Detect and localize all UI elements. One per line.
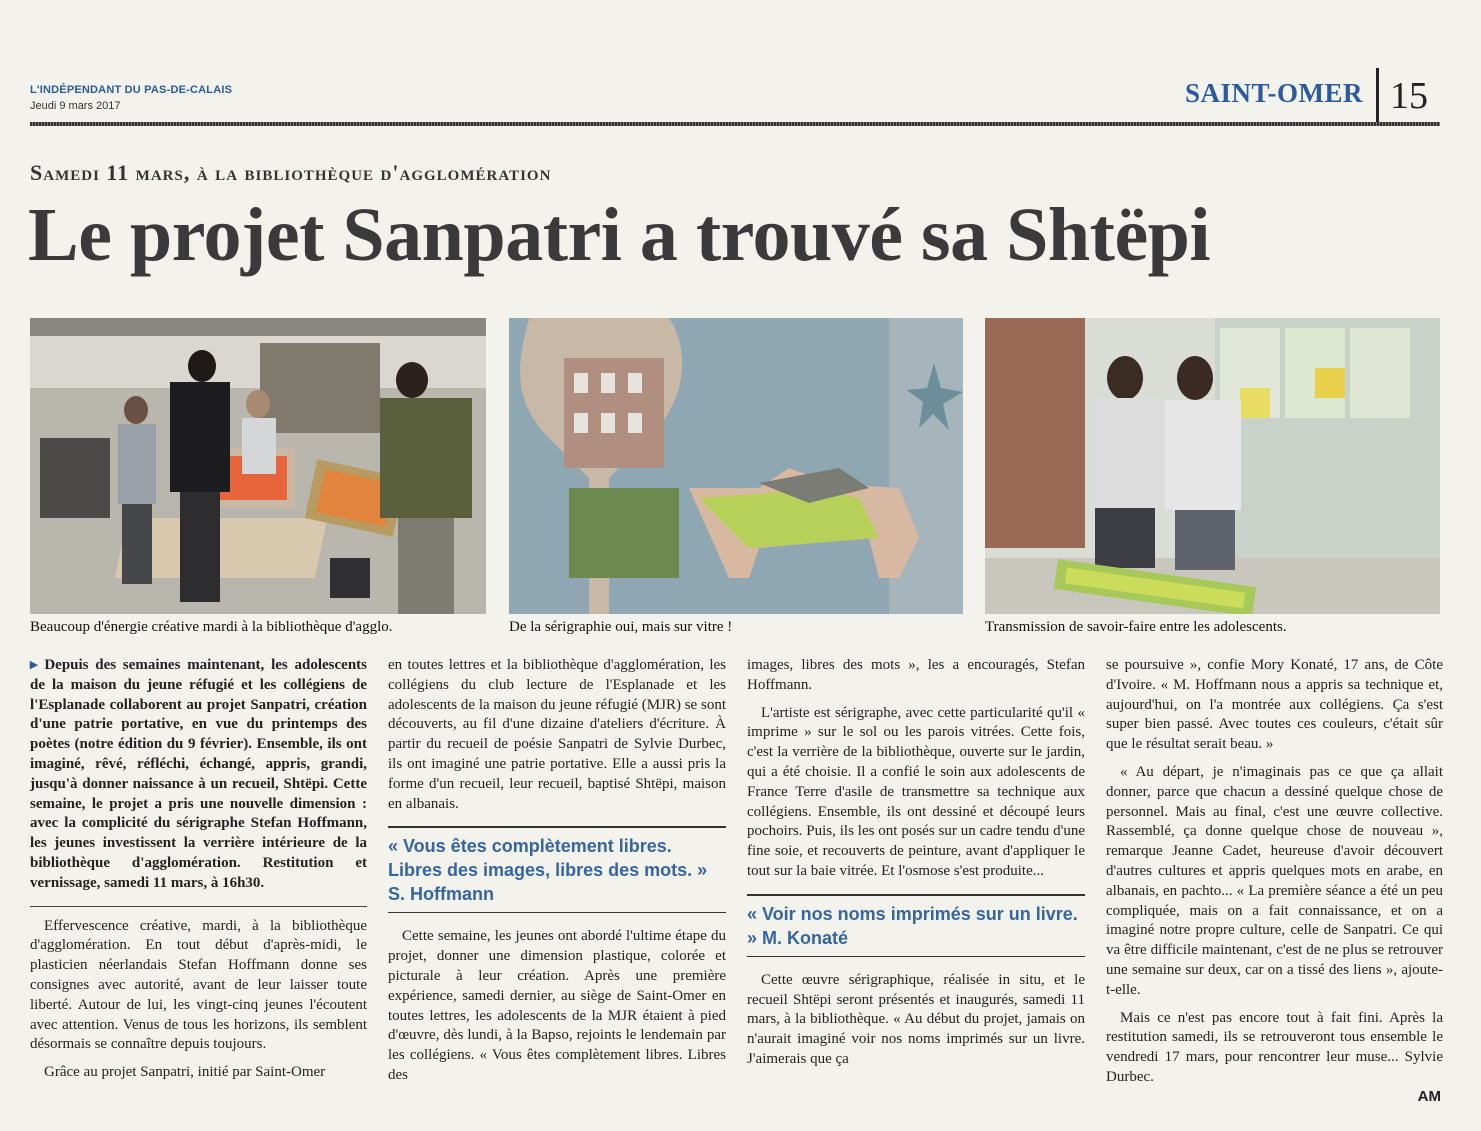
paragraph: L'artiste est sérigraphe, avec cette particularité qu'il « imprime » sur le sol ou les parois vitrées. Cette fois, c'est la verrière de la bibliothèque, ouverte sur le jardin, qui a été choisie. Il a confié le soin aux adolescents de France Terre d'asile de transmettre sa technique aux collégiens. Ensemble, ils ont dessiné et découpé leurs pochoirs. Puis, ils les ont posés sur un cadre tendu d'une fine soie, et recouverts de peinture, avant d'appliquer le tout sur la baie vitrée. Et l'osmose s'est produite...	[747, 704, 1085, 879]
issue-date: Jeudi 9 mars 2017	[30, 100, 121, 112]
article-column-2	[388, 656, 726, 1094]
author-signature: AM	[1417, 1088, 1441, 1105]
newspaper-name: L'INDÉPENDANT DU PAS-DE-CALAIS	[30, 84, 233, 96]
article-column-1	[30, 656, 367, 1091]
paragraph: Grâce au projet Sanpatri, initié par Saint-Omer	[44, 1064, 326, 1081]
article-column-3	[747, 656, 1085, 1078]
paragraph: « Au départ, je n'imaginais pas ce que ça allait donner, parce que chacun a dessiné quelque chose de personnel. Mais au final, c'est une œuvre collective. Rassemblé, ça donne quelque chose de nouveau », remarque Jeanne Cadet, heureuse d'avoir découvert d'autres cultures et appris quelques mots en arabe, en albanais, en pachto... « La première séance a été un peu compliquée, mais on a fait connaissance, et on a imaginé notre propre culture, celle de Sanpatri. Ce qui va être difficile maintenant, c'est de ne plus se retrouver une semaine sur deux, car on a tissé des liens », ajoute-t-elle.	[1106, 763, 1443, 998]
paragraph: Cette œuvre sérigraphique, réalisée in situ, et le recueil Shtëpi seront présentés et inaugurés, samedi 11 mars, à la bibliothèque. « Au début du projet, jamais on n'aurait imaginé voir nos noms imprimés sur un livre. J'aimerais que ça	[747, 971, 1085, 1067]
article-lede	[30, 656, 367, 894]
article-kicker: Samedi 11 mars, à la bibliothèque d'agglomération	[30, 160, 552, 185]
photo-teens-printing	[985, 318, 1440, 614]
photo-window-art	[509, 318, 963, 614]
lede-divider	[30, 906, 367, 907]
paragraph: images, libres des mots », les a encouragés, Stefan Hoffmann.	[747, 657, 1085, 693]
photo-workshop	[30, 318, 486, 614]
photo-caption: Beaucoup d'énergie créative mardi à la bibliothèque d'agglo.	[30, 619, 393, 635]
page-number: 15	[1390, 75, 1428, 117]
pull-quote: « Voir nos noms imprimés sur un livre. » M. Konaté	[747, 894, 1085, 957]
paragraph: Effervescence créative, mardi, à la bibliothèque d'agglomération. En tout début d'après-midi, le plasticien néerlandais Stefan Hoffmann donne ses consignes avec autorité, avant de leur laisser toute liberté. Autour de lui, les vingt-cinq jeunes l'écoutent avec attention. Venus de tous les horizons, ils semblent désormais se connaître depuis toujours.	[30, 917, 367, 1053]
masthead-left	[30, 84, 232, 112]
paragraph: en toutes lettres et la bibliothèque d'agglomération, les collégiens du club lecture de l'Esplanade et les adolescents de la maison du jeune réfugié (MJR) se sont découverts, au fil d'une dizaine d'ateliers d'écriture. À partir du recueil de poésie Sanpatri de Sylvie Durbec, ils ont imaginé une patrie portative. Elle a aussi pris la forme d'un recueil, leur recueil, baptisé Shtëpi, maison en albanais.	[388, 657, 726, 812]
bullet-marker-icon: ▸	[30, 657, 38, 673]
masthead-rule	[30, 122, 1440, 126]
paragraph: se poursuive », confie Mory Konaté, 17 ans, de Côte d'Ivoire. « M. Hoffmann nous a appris sa technique et, aujourd'hui, on l'a montrée aux collégiens. Ça s'est super bien passé. Avec toutes ces couleurs, c'était sûr que le résultat serait beau. »	[1106, 657, 1443, 753]
article-column-4	[1106, 656, 1443, 1096]
paragraph: Mais ce n'est pas encore tout à fait fini. Après la restitution samedi, ils se retrouveront tous ensemble le vendredi 17 mars, pour rencontrer leur muse... Sylvie Durbec.	[1106, 1009, 1443, 1085]
paragraph: Cette semaine, les jeunes ont abordé l'ultime étape du projet, donner une dimension plastique, colorée et picturale à leur création. Après une première expérience, samedi dernier, au siège de Saint-Omer en toutes lettres, les adolescents de la MJR étaient à pied d'œuvre, dès lundi, à la Bapso, rejoints le lendemain par les collégiens. « Vous êtes complètement libres. Libres des	[388, 928, 726, 1083]
section-title: SAINT-OMER	[1184, 78, 1363, 108]
photo-caption: Transmission de savoir-faire entre les adolescents.	[985, 619, 1287, 635]
article-headline: Le projet Sanpatri a trouvé sa Shtëpi	[28, 193, 1211, 277]
lede-text: Depuis des semaines maintenant, les adolescents de la maison du jeune réfugié et les collégiens de l'Esplanade collaborent au projet Sanpatri, création d'une patrie portative, en vue du printemps des poètes (notre édition du 9 février). Ensemble, ils ont imaginé, rêvé, réfléchi, échangé, appris, grandi, jusqu'à donner naissance à un recueil, Shtëpi. Cette semaine, le projet a pris une nouvelle dimension : avec la complicité du sérigraphe Stefan Hoffmann, les jeunes investissent la verrière intérieure de la bibliothèque d'agglomération. Restitution et vernissage, samedi 11 mars, à 16h30.	[30, 657, 368, 891]
masthead-divider	[1376, 68, 1379, 122]
pull-quote: « Vous êtes complètement libres. Libres des images, libres des mots. » S. Hoffmann	[388, 826, 726, 913]
photo-caption: De la sérigraphie oui, mais sur vitre !	[509, 619, 733, 635]
